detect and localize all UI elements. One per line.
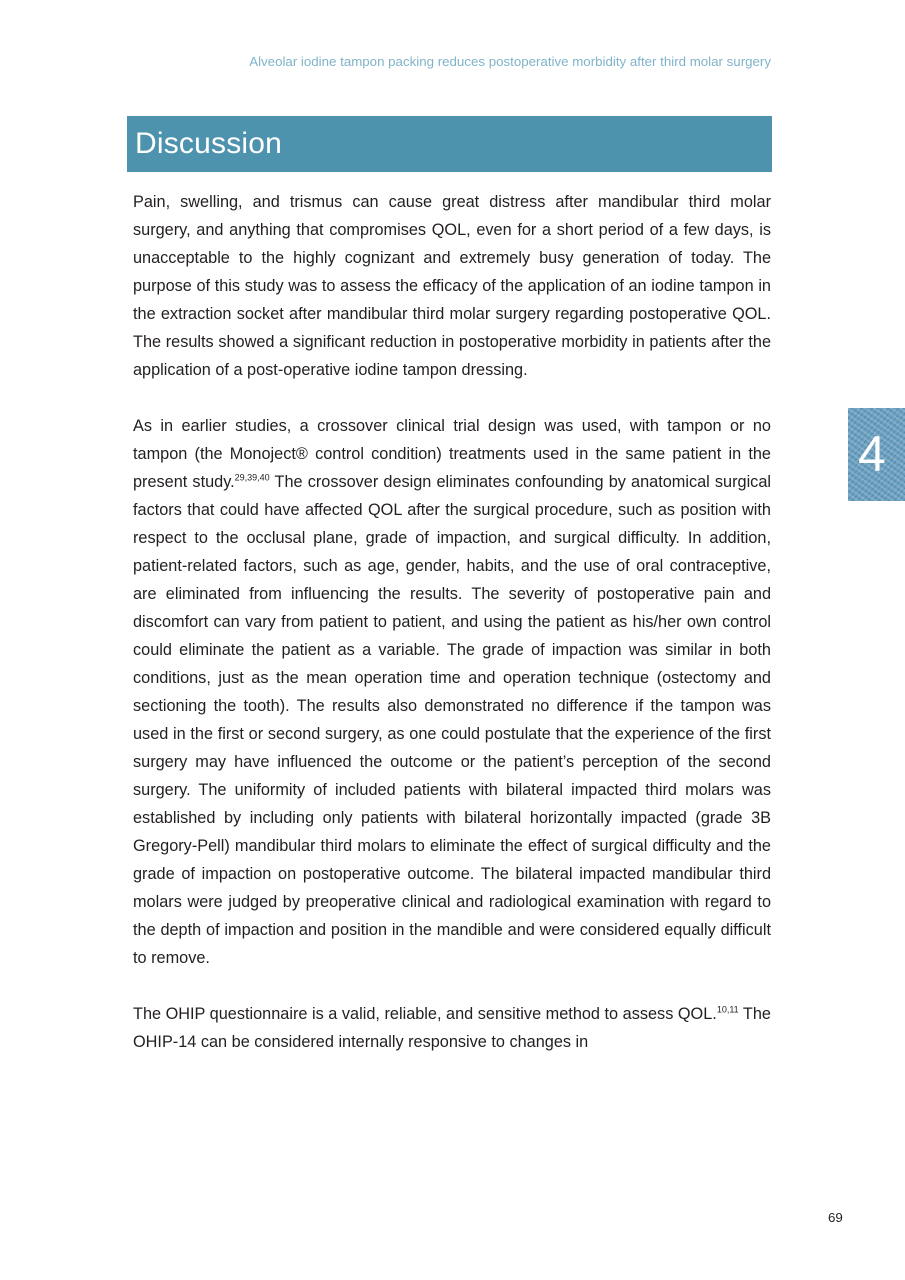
body-text — [133, 188, 771, 1084]
section-title: Discussion — [135, 127, 283, 160]
paragraph-3 — [133, 1000, 771, 1056]
paragraph-2-text-a: As in earlier studies, a crossover clinical trial design was used, with tampon or no tampon (the Monoject® control condition) treatments used in the same patient in the present study. — [133, 417, 771, 491]
citation-superscript: 29,39,40 — [234, 472, 270, 483]
citation-superscript: 10,11 — [716, 1004, 739, 1015]
section-header-bar — [127, 116, 772, 172]
running-head: Alveolar iodine tampon packing reduces postoperative morbidity after third molar surgery — [249, 54, 771, 69]
page-number: 69 — [828, 1210, 843, 1225]
paragraph-1-text: Pain, swelling, and trismus can cause great distress after mandibular third molar surgery, and anything that compromises QOL, even for a short period of a few days, is unacceptable to the highly cognizant and extremely busy generation of today. The purpose of this study was to assess the efficacy of the application of an iodine tampon in the extraction socket after mandibular third molar surgery regarding postoperative QOL. The results showed a significant reduction in postoperative morbidity in patients after the application of a post-operative iodine tampon dressing. — [133, 193, 771, 379]
chapter-number: 4 — [858, 426, 886, 482]
chapter-tab — [848, 408, 905, 501]
paragraph-3-text-b: The OHIP-14 can be considered internally responsive to changes in — [133, 1005, 771, 1051]
paragraph-2-text-b: The crossover design eliminates confounding by anatomical surgical factors that could have affected QOL after the surgical procedure, such as position with respect to the occlusal plane, grade of impaction, and surgical difficulty. In addition, patient-related factors, such as age, gender, habits, and the use of oral contraceptive, are eliminated from influencing the results. The severity of postoperative pain and discomfort can vary from patient to patient, and using the patient as his/her own control could eliminate the patient as a variable. The grade of impaction was similar in both conditions, just as the mean operation time and operation technique (ostectomy and sectioning the tooth). The results also demonstrated no difference if the tampon was used in the first or second surgery, as one could postulate that the experience of the first surgery may have influenced the outcome or the patient’s perception of the second surgery. The uniformity of included patients with bilateral impacted third molars was established by including only patients with bilateral horizontally impacted (grade 3B Gregory-Pell) mandibular third molars to eliminate the effect of surgical difficulty and the grade of impaction on postoperative outcome. The bilateral impacted mandibular third molars were judged by preoperative clinical and radiological examination with regard to the depth of impaction and position in the mandible and were considered equally difficult to remove. — [133, 473, 771, 967]
paragraph-1 — [133, 188, 771, 384]
paragraph-2 — [133, 412, 771, 972]
paragraph-3-text-a: The OHIP questionnaire is a valid, reliable, and sensitive method to assess QOL. — [133, 1005, 717, 1023]
